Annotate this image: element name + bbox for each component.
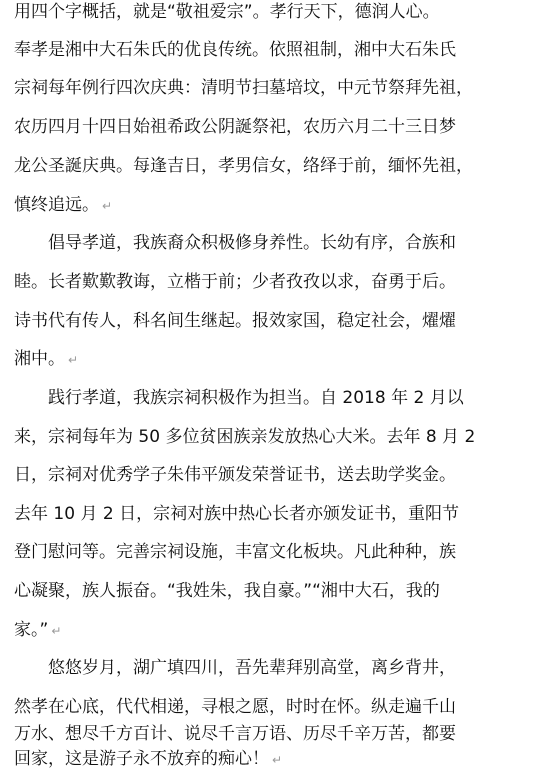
- text-line: 万水、想尽千方百计、说尽千言万语、历尽千辛万苦，都要: [14, 724, 456, 744]
- paragraph-mark-icon: ↵: [102, 199, 113, 213]
- text-line: 回家，这是游子永不放弃的痴心！ ↵: [14, 749, 283, 769]
- text-line: 悠悠岁月，湖广填四川，吾先辈拜别高堂，离乡背井，: [48, 658, 456, 678]
- text-line: 睦。长者歎歎教诲，立楷于前；少者孜孜以求，奋勇于后。: [14, 272, 456, 292]
- text-line: 家。” ↵: [14, 620, 62, 640]
- text-line: 去年 10 月 2 日，宗祠对族中热心长者亦颁发证书，重阳节: [14, 504, 460, 524]
- text-line: 践行孝道，我族宗祠积极作为担当。自 2018 年 2 月以: [48, 388, 464, 408]
- text-line: 奉孝是湘中大石朱氏的优良传统。依照祖制，湘中大石朱氏: [14, 40, 456, 60]
- text-line: 农历四月十四日始祖希政公阴誕祭祀，农历六月二十三日梦: [14, 117, 456, 137]
- text-line: 诗书代有传人，科名间生继起。报效家国，稳定社会，燿燿: [14, 311, 456, 331]
- text-line: 倡导孝道，我族裔众积极修身养性。长幼有序，合族和: [48, 233, 456, 253]
- paragraph-mark-icon: ↵: [68, 353, 79, 367]
- text-line: 登门慰问等。完善宗祠设施，丰富文化板块。凡此种种，族: [14, 542, 456, 562]
- text-line: 宗祠每年例行四次庆典：清明节扫墓培坟，中元节祭拜先祖，: [14, 78, 473, 98]
- text-line: 龙公圣誕庆典。每逢吉日，孝男信女，络绎于前，缅怀先祖，: [14, 156, 473, 176]
- text-line: 来，宗祠每年为 50 多位贫困族亲发放热心大米。去年 8 月 2: [14, 427, 476, 447]
- text-line: 心凝聚，族人振奋。“我姓朱，我自豪。”“湘中大石，我的: [14, 581, 440, 601]
- text-line: 日，宗祠对优秀学子朱伟平颁发荣誉证书，送去助学奖金。: [14, 465, 456, 485]
- paragraph-mark-icon: ↵: [51, 624, 62, 638]
- text-line: 用四个字概括，就是“敬祖爱宗”。孝行天下，德润人心。: [14, 2, 440, 22]
- text-line: 慎终追远。 ↵: [14, 195, 113, 215]
- text-line: 然孝在心底，代代相递，寻根之愿，时时在怀。纵走遍千山: [14, 697, 456, 717]
- paragraph-mark-icon: ↵: [272, 753, 283, 767]
- text-line: 湘中。 ↵: [14, 349, 79, 369]
